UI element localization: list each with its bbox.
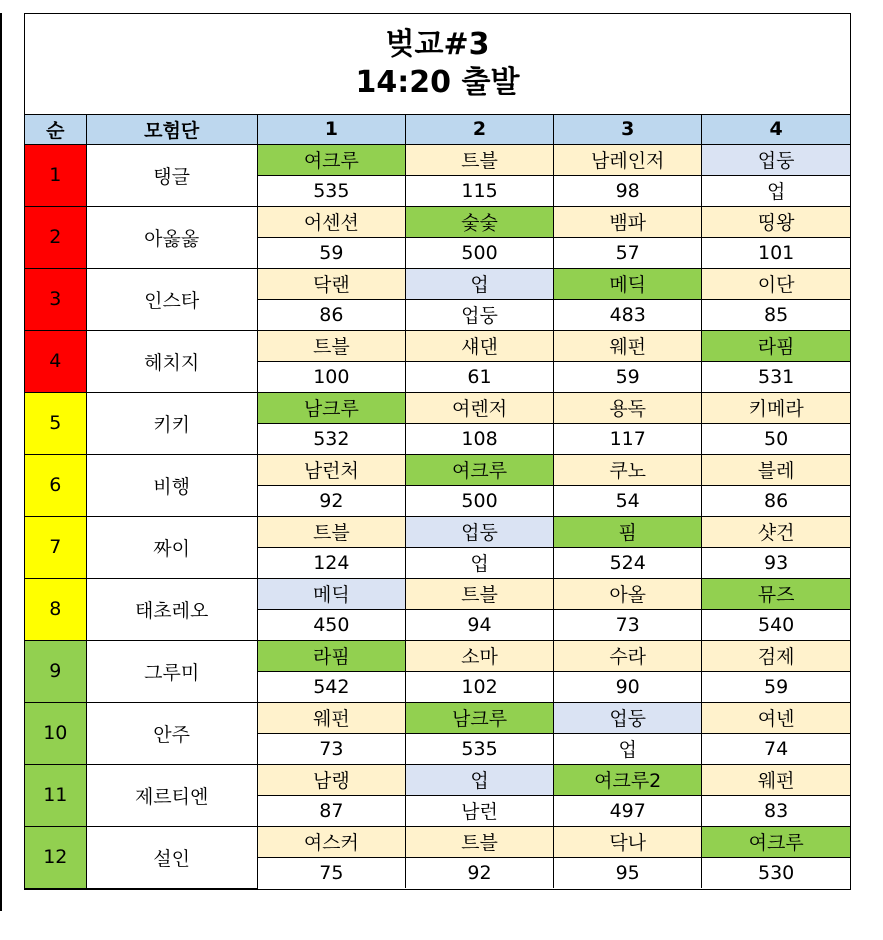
- score-cell: 59: [554, 361, 702, 392]
- party-row-names: [25, 578, 850, 609]
- score-cell: 업: [702, 175, 850, 206]
- score-cell: 94: [405, 609, 553, 640]
- team-name-cell: 헤치지: [86, 330, 257, 392]
- header-slot-3: 3: [554, 115, 702, 144]
- score-cell: 남런: [405, 795, 553, 826]
- score-cell: 95: [554, 857, 702, 888]
- score-cell: 450: [257, 609, 405, 640]
- rank-cell: 10: [25, 702, 86, 764]
- header-slot-4: 4: [702, 115, 850, 144]
- character-name-cell: 라핌: [257, 640, 405, 671]
- character-name-cell: 트블: [405, 144, 553, 175]
- rank-cell: 2: [25, 206, 86, 268]
- score-cell: 90: [554, 671, 702, 702]
- character-name-cell: 수라: [554, 640, 702, 671]
- rank-cell: 3: [25, 268, 86, 330]
- team-name-cell: 탱글: [86, 144, 257, 206]
- party-row-names: [25, 516, 850, 547]
- header-rank: 순: [25, 115, 86, 144]
- character-name-cell: 아올: [554, 578, 702, 609]
- score-cell: 73: [554, 609, 702, 640]
- character-name-cell: 웨펀: [257, 702, 405, 733]
- character-name-cell: 섀댄: [405, 330, 553, 361]
- party-row-names: [25, 392, 850, 423]
- character-name-cell: 어센션: [257, 206, 405, 237]
- rank-cell: 4: [25, 330, 86, 392]
- character-name-cell: 웨펀: [702, 764, 850, 795]
- score-cell: 74: [702, 733, 850, 764]
- character-name-cell: 업: [405, 764, 553, 795]
- score-cell: 73: [257, 733, 405, 764]
- party-row-names: [25, 330, 850, 361]
- raid-title: 벚교#3: [385, 27, 490, 62]
- team-name-cell: 그루미: [86, 640, 257, 702]
- character-name-cell: 쿠노: [554, 454, 702, 485]
- party-table: [25, 115, 850, 889]
- score-cell: 500: [405, 485, 553, 516]
- character-name-cell: 검제: [702, 640, 850, 671]
- character-name-cell: 소마: [405, 640, 553, 671]
- party-row-names: [25, 454, 850, 485]
- character-name-cell: 남런처: [257, 454, 405, 485]
- party-rows: [25, 144, 850, 888]
- character-name-cell: 메딕: [554, 268, 702, 299]
- score-cell: 86: [257, 299, 405, 330]
- character-name-cell: 트블: [405, 578, 553, 609]
- character-name-cell: 여크루: [257, 144, 405, 175]
- score-cell: 85: [702, 299, 850, 330]
- character-name-cell: 여크루: [405, 454, 553, 485]
- character-name-cell: 업: [405, 268, 553, 299]
- score-cell: 59: [257, 237, 405, 268]
- party-row-names: [25, 144, 850, 175]
- character-name-cell: 여스커: [257, 826, 405, 857]
- score-cell: 483: [554, 299, 702, 330]
- score-cell: 83: [702, 795, 850, 826]
- character-name-cell: 남레인저: [554, 144, 702, 175]
- team-name-cell: 안주: [86, 702, 257, 764]
- team-name-cell: 짜이: [86, 516, 257, 578]
- party-row-names: [25, 826, 850, 857]
- score-cell: 102: [405, 671, 553, 702]
- rank-cell: 7: [25, 516, 86, 578]
- score-cell: 업: [405, 547, 553, 578]
- character-name-cell: 뱀파: [554, 206, 702, 237]
- score-cell: 535: [405, 733, 553, 764]
- character-name-cell: 트블: [257, 516, 405, 547]
- character-name-cell: 업둥: [554, 702, 702, 733]
- score-cell: 61: [405, 361, 553, 392]
- character-name-cell: 샷건: [702, 516, 850, 547]
- header-slot-2: 2: [405, 115, 553, 144]
- team-name-cell: 설인: [86, 826, 257, 888]
- score-cell: 124: [257, 547, 405, 578]
- character-name-cell: 업둥: [702, 144, 850, 175]
- character-name-cell: 키메라: [702, 392, 850, 423]
- character-name-cell: 여크루: [702, 826, 850, 857]
- left-border-line: [0, 13, 2, 911]
- roster-sheet: [24, 13, 851, 890]
- rank-cell: 9: [25, 640, 86, 702]
- character-name-cell: 라핌: [702, 330, 850, 361]
- rank-cell: 12: [25, 826, 86, 888]
- character-name-cell: 업둥: [405, 516, 553, 547]
- score-cell: 524: [554, 547, 702, 578]
- character-name-cell: 뮤즈: [702, 578, 850, 609]
- character-name-cell: 메딕: [257, 578, 405, 609]
- team-name-cell: 인스타: [86, 268, 257, 330]
- score-cell: 115: [405, 175, 553, 206]
- team-name-cell: 태초레오: [86, 578, 257, 640]
- score-cell: 535: [257, 175, 405, 206]
- score-cell: 업: [554, 733, 702, 764]
- score-cell: 540: [702, 609, 850, 640]
- score-cell: 75: [257, 857, 405, 888]
- score-cell: 532: [257, 423, 405, 454]
- score-cell: 101: [702, 237, 850, 268]
- character-name-cell: 핌: [554, 516, 702, 547]
- character-name-cell: 닥나: [554, 826, 702, 857]
- character-name-cell: 숯숯: [405, 206, 553, 237]
- rank-cell: 5: [25, 392, 86, 454]
- party-row-names: [25, 702, 850, 733]
- score-cell: 50: [702, 423, 850, 454]
- team-name-cell: 아옳옳: [86, 206, 257, 268]
- character-name-cell: 트블: [257, 330, 405, 361]
- score-cell: 500: [405, 237, 553, 268]
- header-row: [25, 115, 850, 144]
- character-name-cell: 트블: [405, 826, 553, 857]
- score-cell: 87: [257, 795, 405, 826]
- rank-cell: 11: [25, 764, 86, 826]
- header-team: 모험단: [86, 115, 257, 144]
- score-cell: 100: [257, 361, 405, 392]
- score-cell: 57: [554, 237, 702, 268]
- score-cell: 86: [702, 485, 850, 516]
- score-cell: 497: [554, 795, 702, 826]
- rank-cell: 1: [25, 144, 86, 206]
- character-name-cell: 남랭: [257, 764, 405, 795]
- character-name-cell: 여크루2: [554, 764, 702, 795]
- rank-cell: 8: [25, 578, 86, 640]
- character-name-cell: 남크루: [257, 392, 405, 423]
- score-cell: 54: [554, 485, 702, 516]
- character-name-cell: 띵왕: [702, 206, 850, 237]
- score-cell: 108: [405, 423, 553, 454]
- character-name-cell: 닥랜: [257, 268, 405, 299]
- departure-time: 14:20 출발: [355, 65, 520, 100]
- score-cell: 59: [702, 671, 850, 702]
- score-cell: 98: [554, 175, 702, 206]
- header-slot-1: 1: [257, 115, 405, 144]
- score-cell: 117: [554, 423, 702, 454]
- character-name-cell: 블레: [702, 454, 850, 485]
- score-cell: 92: [257, 485, 405, 516]
- score-cell: 92: [405, 857, 553, 888]
- character-name-cell: 여넨: [702, 702, 850, 733]
- party-row-names: [25, 268, 850, 299]
- title-box: [25, 14, 850, 115]
- character-name-cell: 용독: [554, 392, 702, 423]
- score-cell: 530: [702, 857, 850, 888]
- character-name-cell: 여렌저: [405, 392, 553, 423]
- character-name-cell: 이단: [702, 268, 850, 299]
- team-name-cell: 제르티엔: [86, 764, 257, 826]
- party-row-names: [25, 206, 850, 237]
- score-cell: 542: [257, 671, 405, 702]
- score-cell: 531: [702, 361, 850, 392]
- score-cell: 93: [702, 547, 850, 578]
- score-cell: 업둥: [405, 299, 553, 330]
- party-row-names: [25, 764, 850, 795]
- character-name-cell: 웨펀: [554, 330, 702, 361]
- party-row-names: [25, 640, 850, 671]
- team-name-cell: 키키: [86, 392, 257, 454]
- team-name-cell: 비행: [86, 454, 257, 516]
- character-name-cell: 남크루: [405, 702, 553, 733]
- rank-cell: 6: [25, 454, 86, 516]
